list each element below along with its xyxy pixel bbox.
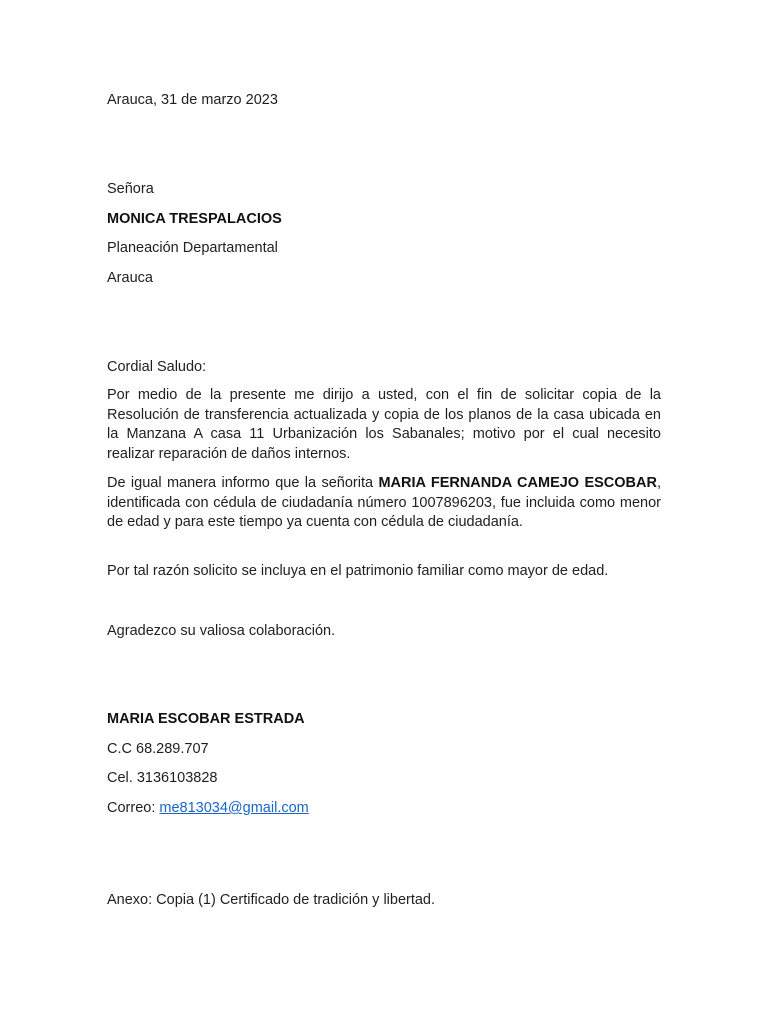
email-label: Correo: [107, 800, 160, 816]
student-name: MARIA FERNANDA CAMEJO ESCOBAR [378, 475, 657, 491]
recipient-salutation: Señora [107, 181, 154, 197]
closing: Agradezco su valiosa colaboración. [107, 623, 336, 639]
recipient-name: MONICA TRESPALACIOS [107, 211, 282, 227]
paragraph-2-intro: De igual manera informo que la señorita [107, 475, 379, 491]
signature-id: C.C 68.289.707 [107, 741, 209, 757]
recipient-city: Arauca [107, 270, 153, 286]
body-paragraph-3: Por tal razón solicito se incluya en el patrimonio familiar como mayor de edad. [107, 563, 609, 579]
recipient-department: Planeación Departamental [107, 240, 278, 256]
paragraph-2-rest: , identificada con cédula de ciudadanía número 1007896203, fue incluida como menor de edad y para este tiempo ya cuenta con cédula de ciudadanía. [107, 475, 662, 530]
signature-email-line [107, 798, 309, 818]
body-paragraph-2 [107, 474, 661, 533]
signature-phone: Cel. 3136103828 [107, 770, 218, 786]
greeting: Cordial Saludo: [107, 359, 207, 375]
body-paragraph-1: Por medio de la presente me dirijo a usted, con el fin de solicitar copia de la Resolución de transferencia actualizada y copia de los planos de la casa ubicada en la Manzana A casa 11 Urbanización los Sabanales; motivo por el cual necesito realizar reparación de daños internos. [107, 387, 661, 462]
signature-name: MARIA ESCOBAR ESTRADA [107, 711, 305, 727]
annex-note: Anexo: Copia (1) Certificado de tradición y libertad. [107, 892, 436, 908]
letter-date: Arauca, 31 de marzo 2023 [107, 92, 278, 108]
email-link[interactable]: me813034@gmail.com [159, 800, 309, 816]
